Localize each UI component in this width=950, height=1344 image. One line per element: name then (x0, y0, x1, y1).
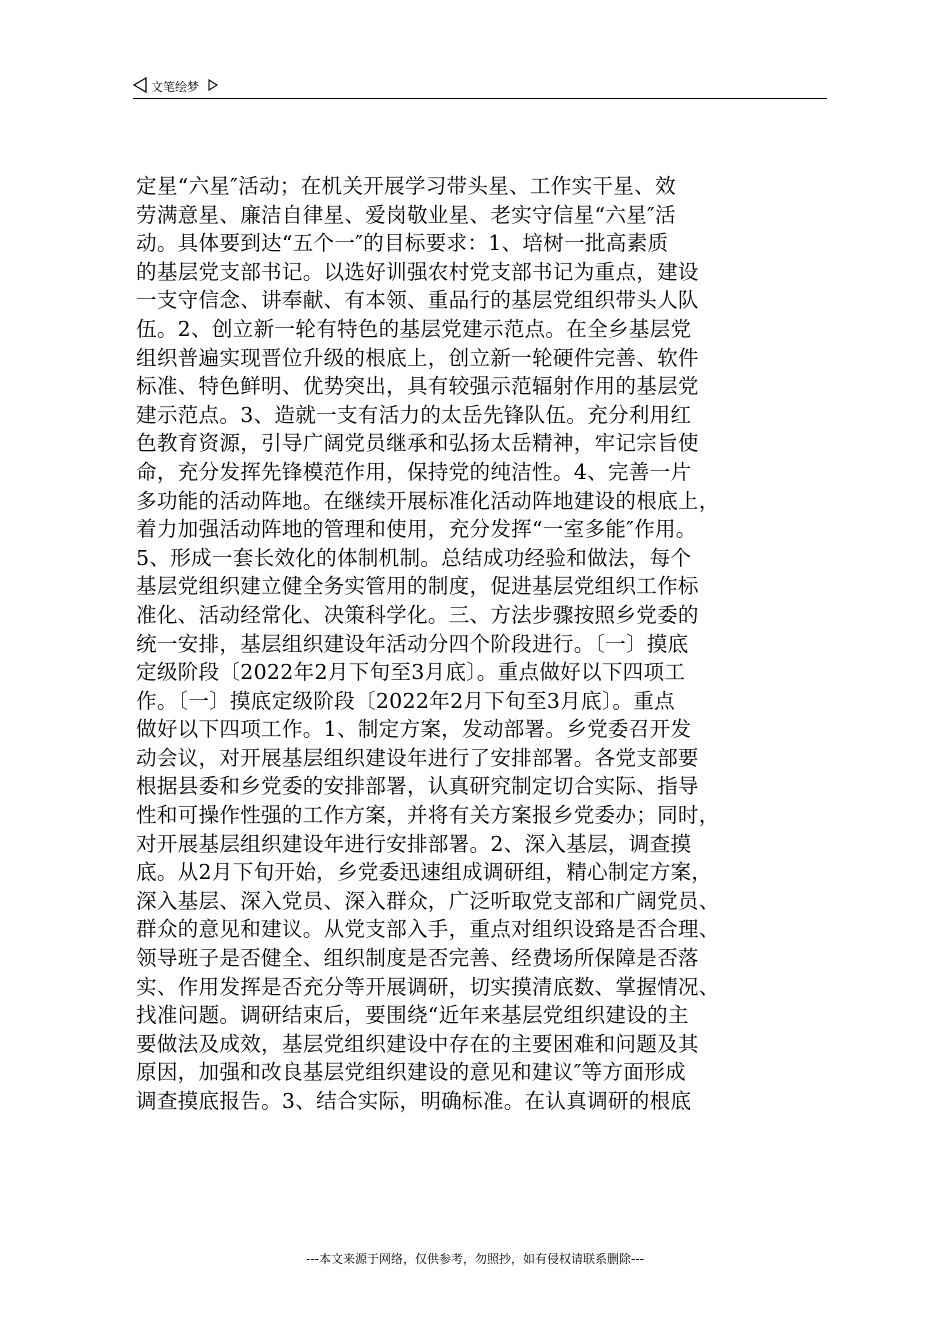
page-header (133, 74, 825, 98)
text-line: 群众的意见和建议。从党支部入手，重点对组织设臵是否合理、 (136, 917, 720, 942)
text-line: 领导班子是否健全、组织制度是否完善、经费场所保障是否落 (136, 946, 699, 971)
text-line: 根据县委和乡党委的安排部署，认真研究制定切合实际、指导 (136, 774, 699, 799)
text-line: 对开展基层组织建设年进行安排部署。2、深入基层，调查摸 (136, 831, 692, 856)
text-line: 调查摸底报告。3、结合实际，明确标准。在认真调研的根底 (136, 1089, 692, 1113)
text-line: 建示范点。3、造就一支有活力的太岳先锋队伍。充分利用红 (136, 402, 692, 427)
text-line: 深入基层、深入党员、深入群众，广泛听取党支部和广阔党员、 (136, 888, 720, 913)
text-line: 原因，加强和改良基层党组织建设的意见和建议″等方面形成 (136, 1060, 686, 1085)
text-line: 多功能的活动阵地。在继续开展标准化活动阵地建设的根底上， (136, 488, 720, 513)
document-body (136, 172, 836, 1116)
text-line: 找准问题。调研结束后，要围绕“近年来基层党组织建设的主 (136, 1003, 689, 1028)
triangle-right-icon (208, 79, 218, 94)
text-line: 要做法及成效，基层党组织建设中存在的主要困难和问题及其 (136, 1031, 699, 1056)
header-rule (133, 98, 827, 99)
text-line: 定星“六星″活动；在机关开展学习带头星、工作实干星、效 (136, 174, 676, 198)
text-line: 的基层党支部书记。以选好训强农村党支部书记为重点，建设 (136, 259, 699, 284)
text-line: 底。从2月下旬开始，乡党委迅速组成调研组，精心制定方案， (136, 860, 713, 885)
text-line: 定级阶段〔2022年2月下旬至3月底〕。重点做好以下四项工 (136, 660, 686, 685)
text-line: 统一安排，基层组织建设年活动分四个阶段进行。〔一〕摸底 (136, 631, 689, 656)
text-line: 准化、活动经常化、决策科学化。三、方法步骤按照乡党委的 (136, 602, 699, 627)
text-line: 作。〔一〕摸底定级阶段〔2022年2月下旬至3月底〕。重点 (136, 688, 675, 713)
text-line: 标准、特色鲜明、优势突出，具有较强示范辐射作用的基层党 (136, 374, 699, 399)
text-line: 5、形成一套长效化的体制机制。总结成功经验和做法，每个 (136, 545, 692, 570)
text-line: 劳满意星、廉洁自律星、爱岗敬业星、老实守信星“六星″活 (136, 202, 676, 227)
header-brand: 文笔绘梦 (151, 79, 200, 94)
text-line: 实、作用发挥是否充分等开展调研，切实摸清底数、掌握情况、 (136, 974, 720, 999)
text-line: 动。具体要到达“五个一″的目标要求：1、培树一批高素质 (136, 231, 669, 256)
text-line: 伍。2、创立新一轮有特色的基层党建示范点。在全乡基层党 (136, 316, 692, 341)
footer-notice: ---本文来源于网络，仅供参考，勿照抄，如有侵权请联系删除--- (306, 1252, 644, 1266)
text-line: 色教育资源，引导广阔党员继承和弘扬太岳精神，牢记宗旨使 (136, 431, 699, 456)
text-line: 做好以下四项工作。1、制定方案，发动部署。乡党委召开发 (136, 717, 692, 742)
text-line: 命，充分发挥先锋模范作用，保持党的纯洁性。4、完善一片 (136, 459, 692, 484)
text-line: 动会议，对开展基层组织建设年进行了安排部署。各党支部要 (136, 745, 699, 770)
text-line: 组织普遍实现晋位升级的根底上，创立新一轮硬件完善、软件 (136, 345, 699, 370)
triangle-left-icon (133, 77, 147, 96)
text-line: 性和可操作性强的工作方案，并将有关方案报乡党委办；同时， (136, 803, 720, 828)
text-line: 一支守信念、讲奉献、有本领、重品行的基层党组织带头人队 (136, 288, 699, 313)
text-line: 基层党组织建立健全务实管用的制度，促进基层党组织工作标 (136, 574, 699, 599)
text-line: 着力加强活动阵地的管理和使用，充分发挥“一室多能″作用。 (136, 517, 697, 542)
